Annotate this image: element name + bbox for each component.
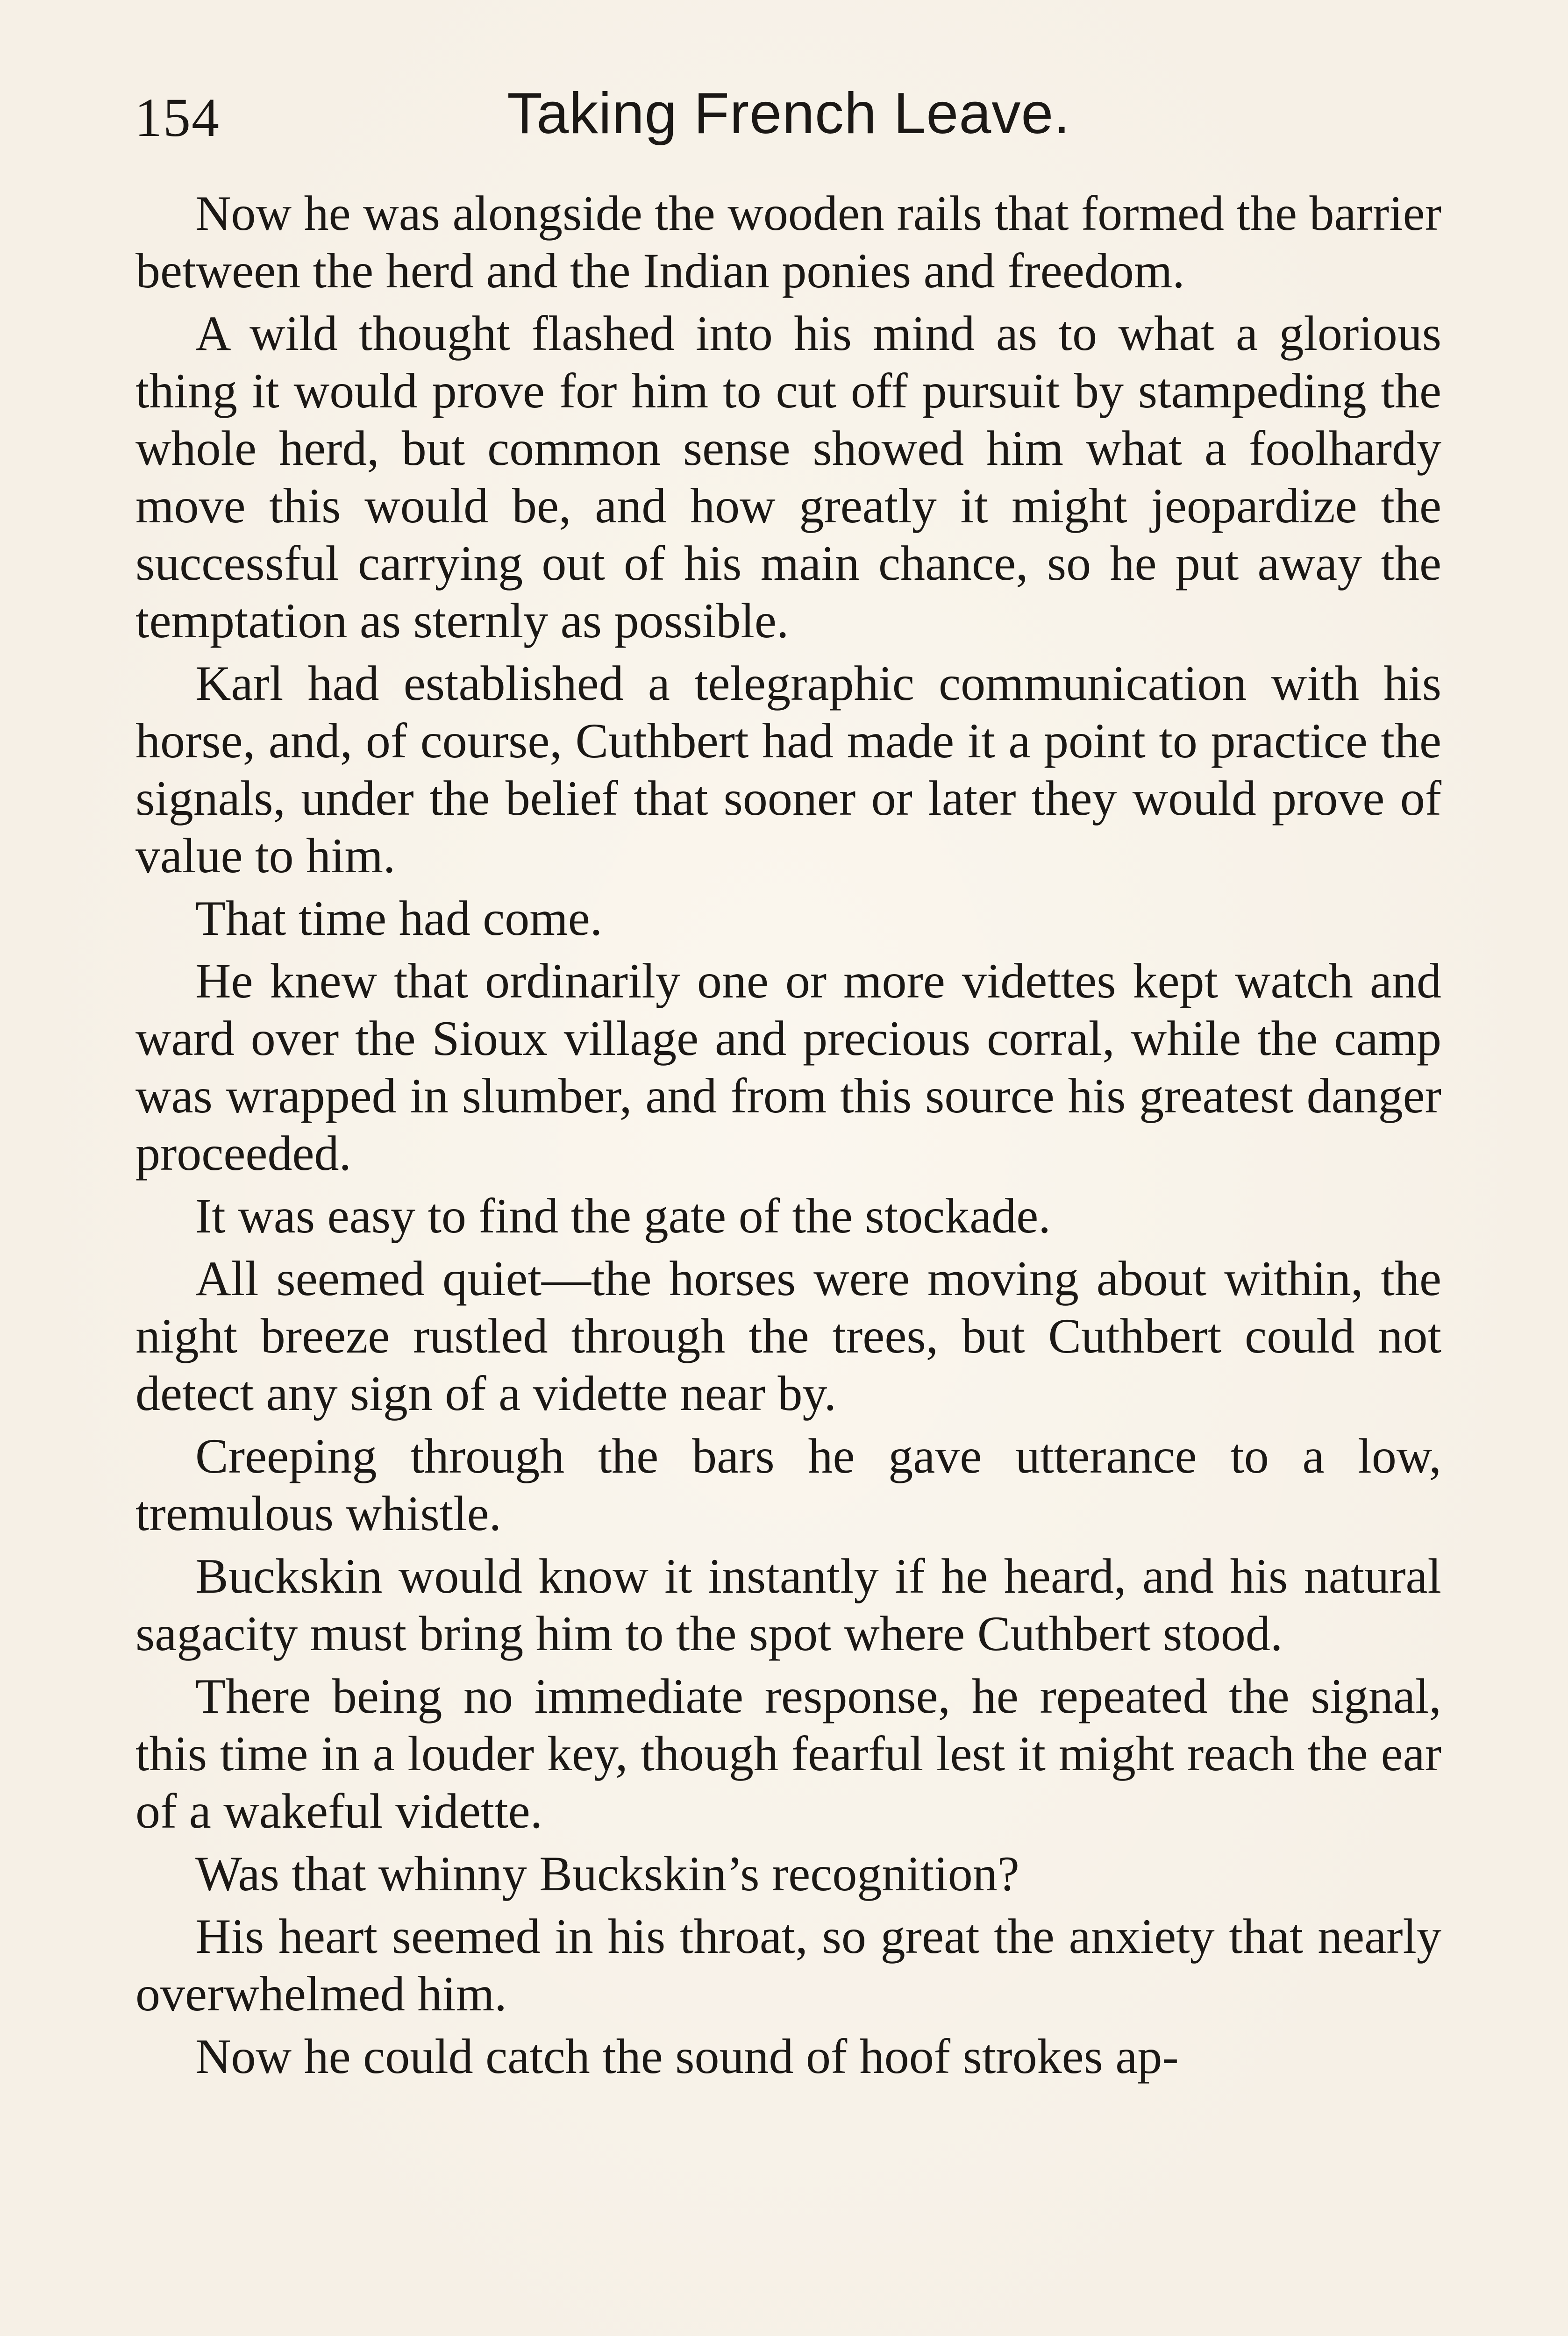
paragraph: Was that whinny Buckskin’s recognition?: [195, 1846, 1019, 1901]
paragraph: All seemed quiet—the horses were moving about within, the night breeze rustled through the trees, but Cuthbert could not detect any sign of a vidette near by.: [135, 1251, 1441, 1421]
paragraph: A wild thought flashed into his mind as to what a glorious thing it would prove for him to cut off pursuit by stampeding the whole herd, but common sense showed him what a foolhardy move this would be, and how greatly it might jeopardize the successful carrying out of his main chance, so he put away the temptation as sternly as possible.: [135, 306, 1441, 648]
paragraph: He knew that ordinarily one or more videttes kept watch and ward over the Sioux village and precious corral, while the camp was wrapped in slumber, and from this source his greatest danger proceeded.: [135, 954, 1441, 1181]
page-number: 154: [135, 87, 220, 148]
paragraph: There being no immediate response, he repeated the signal, this time in a louder key, though fearful lest it might reach the ear of a wakeful vidette.: [135, 1669, 1441, 1838]
paragraph: Buckskin would know it instantly if he heard, and his natural sagacity must bring him to the spot where Cuthbert stood.: [135, 1549, 1441, 1661]
paragraph: His heart seemed in his throat, so great the anxiety that nearly overwhelmed him.: [135, 1909, 1441, 2021]
body-text: [135, 185, 1441, 2090]
paragraph: Now he could catch the sound of hoof strokes ap-: [195, 2029, 1179, 2084]
paragraph: Creeping through the bars he gave utterance to a low, tremulous whistle.: [135, 1429, 1441, 1541]
paragraph: That time had come.: [195, 891, 603, 946]
running-title: Taking French Leave.: [507, 81, 1070, 146]
paragraph: Karl had established a telegraphic communication with his horse, and, of course, Cuthbert had made it a point to practice the signals, under the belief that sooner or later they would prove of value to him.: [135, 656, 1441, 883]
page-header: [135, 78, 1443, 153]
paragraph: Now he was alongside the wooden rails that formed the barrier between the herd and the Indian ponies and freedom.: [135, 186, 1441, 298]
paragraph: It was easy to find the gate of the stockade.: [195, 1189, 1051, 1243]
